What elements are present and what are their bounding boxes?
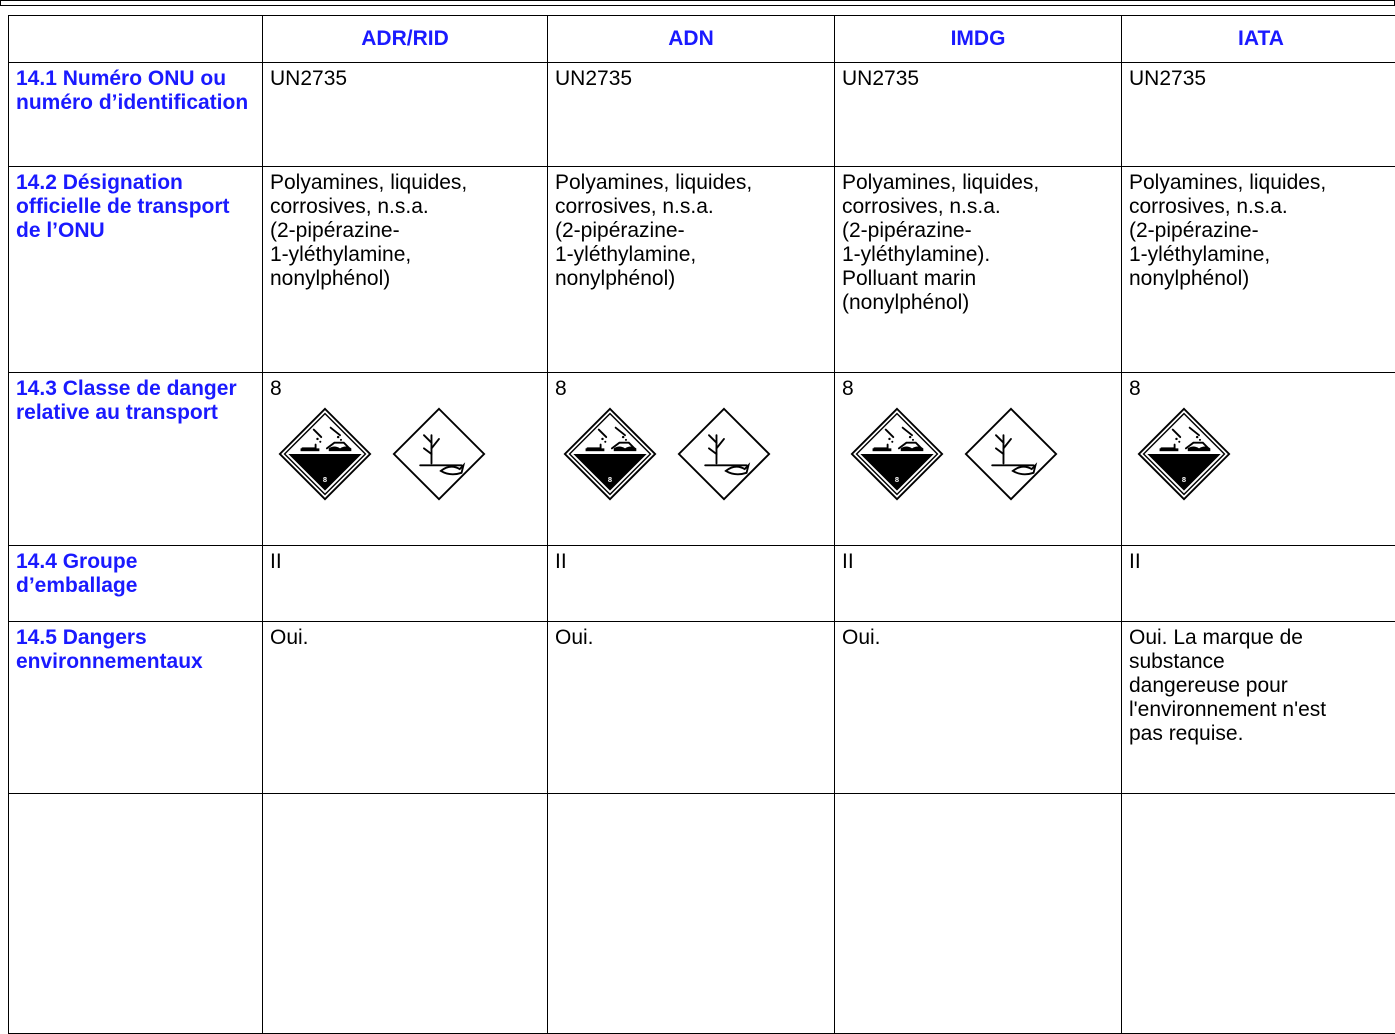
table-cell xyxy=(835,794,1122,1034)
table-cell: Polyamines, liquides, corrosives, n.s.a. (2-pipérazine- 1-yléthylamine, nonylphénol) xyxy=(1122,167,1395,373)
class-number: 8 xyxy=(1129,377,1394,401)
row-label: 14.2 Désignation officielle de transport de l’ONU xyxy=(9,167,263,373)
table-cell: Oui. xyxy=(263,622,548,794)
corrosive-pictogram-icon xyxy=(850,407,964,501)
class-number: 8 xyxy=(270,377,541,401)
row-14-1 xyxy=(9,63,1395,167)
pictogram-group xyxy=(1137,407,1394,501)
svg-text:8: 8 xyxy=(608,475,612,484)
svg-text:8: 8 xyxy=(895,475,899,484)
table-cell: II xyxy=(548,546,835,622)
table-cell: Oui. xyxy=(548,622,835,794)
class-number: 8 xyxy=(555,377,828,401)
table-cell: II xyxy=(1122,546,1395,622)
table-cell: Oui. La marque de substance dangereuse pour l'environnement n'est pas requise. xyxy=(1122,622,1395,794)
table-cell xyxy=(9,794,263,1034)
header-adr-rid: ADR/RID xyxy=(263,16,548,63)
header-empty xyxy=(9,16,263,63)
table-cell: Oui. xyxy=(835,622,1122,794)
environment-hazard-pictogram-icon xyxy=(677,407,791,501)
svg-text:8: 8 xyxy=(323,475,327,484)
table-cell xyxy=(835,373,1122,546)
environment-hazard-pictogram-icon xyxy=(964,407,1078,501)
row-14-4 xyxy=(9,546,1395,622)
table-cell xyxy=(548,794,835,1034)
table-cell: Polyamines, liquides, corrosives, n.s.a. (2-pipérazine- 1-yléthylamine). Polluant marin (nonylphénol) xyxy=(835,167,1122,373)
pictogram-group xyxy=(278,407,541,501)
pictogram-group xyxy=(563,407,828,501)
environment-hazard-pictogram-icon xyxy=(392,407,506,501)
table-cell: UN2735 xyxy=(548,63,835,167)
row-label: 14.1 Numéro ONU ou numéro d’identification xyxy=(9,63,263,167)
row-14-2 xyxy=(9,167,1395,373)
corrosive-pictogram-icon xyxy=(278,407,392,501)
table-cell xyxy=(263,373,548,546)
header-iata: IATA xyxy=(1122,16,1395,63)
row-14-5 xyxy=(9,622,1395,794)
table-cell: UN2735 xyxy=(263,63,548,167)
table-cell: Polyamines, liquides, corrosives, n.s.a. (2-pipérazine- 1-yléthylamine, nonylphénol) xyxy=(548,167,835,373)
header-adn: ADN xyxy=(548,16,835,63)
header-imdg: IMDG xyxy=(835,16,1122,63)
svg-text:8: 8 xyxy=(1182,475,1186,484)
table-cell xyxy=(1122,794,1395,1034)
table-cell: II xyxy=(263,546,548,622)
table-cell: UN2735 xyxy=(835,63,1122,167)
page-top-border xyxy=(0,0,1395,6)
row-14-3 xyxy=(9,373,1395,546)
table-cell: II xyxy=(835,546,1122,622)
row-label: 14.3 Classe de danger relative au transport xyxy=(9,373,263,546)
pictogram-group xyxy=(850,407,1115,501)
row-label: 14.5 Dangers environnementaux xyxy=(9,622,263,794)
header-row xyxy=(9,16,1395,63)
table-cell xyxy=(1122,373,1395,546)
table-cell xyxy=(548,373,835,546)
table-cell xyxy=(263,794,548,1034)
class-number: 8 xyxy=(842,377,1115,401)
table-cell: Polyamines, liquides, corrosives, n.s.a. (2-pipérazine- 1-yléthylamine, nonylphénol) xyxy=(263,167,548,373)
corrosive-pictogram-icon xyxy=(1137,407,1251,501)
corrosive-pictogram-icon xyxy=(563,407,677,501)
transport-info-table xyxy=(8,15,1395,1034)
table-cell: UN2735 xyxy=(1122,63,1395,167)
row-label: 14.4 Groupe d’emballage xyxy=(9,546,263,622)
top-border-left xyxy=(0,1,1,5)
row-empty xyxy=(9,794,1395,1034)
